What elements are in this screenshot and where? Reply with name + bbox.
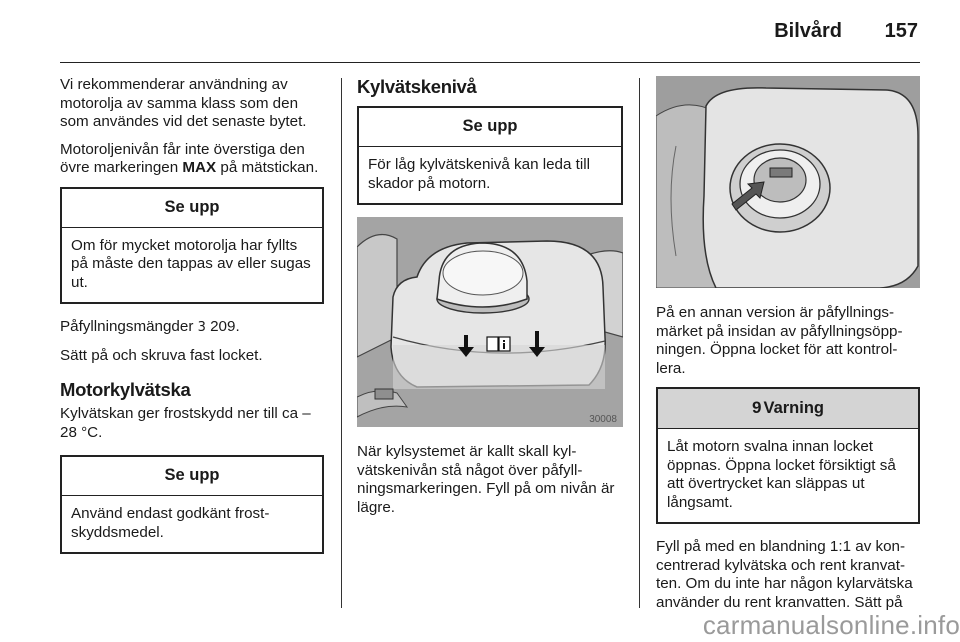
page-header	[60, 0, 920, 63]
text-run: Påfyllningsmängder	[60, 318, 198, 335]
paragraph-mixture: Fyll på med en blandning 1:1 av koncentrerad kylvätska och rent kranvatten. Om du inte har någon kylarvätska använder du rent kranvatten. Sätt på	[656, 538, 913, 611]
warning-title-text: Varning	[763, 399, 824, 417]
notice-title: Se upp	[62, 189, 322, 228]
text-run: på mätstickan.	[216, 159, 319, 176]
paragraph-oil-class: Vi rekommenderar användning av motorolja av samma klass som den som användes vid det senaste bytet.	[60, 76, 307, 130]
warning-box	[656, 387, 920, 524]
page-ref-arrow-icon: 3	[197, 320, 206, 335]
figure-code: 30008	[589, 414, 617, 425]
notice-text: För låg kylvätskenivå kan leda till skador på motorn.	[368, 156, 591, 192]
paragraph-frost: Kylvätskan ger frostskydd ner till ca –28 °C.	[60, 405, 311, 441]
max-mark-label: MAX	[182, 159, 217, 176]
notice-box-antifreeze	[60, 455, 324, 554]
column-left	[60, 76, 324, 568]
paragraph-fill-quantities	[60, 318, 324, 338]
heading-coolant-level: Kylvätskenivå	[357, 76, 477, 97]
notice-title: Se upp	[62, 457, 322, 496]
filler-neck-illustration	[656, 76, 920, 288]
column-middle	[357, 76, 623, 526]
page-reference-link[interactable]: 209.	[205, 318, 240, 335]
notice-box-oil	[60, 187, 324, 305]
warning-text: Låt motorn svalna innan locket öppnas. Öppna locket försiktigt så att övertrycket kan släppas ut långsamt.	[667, 438, 896, 511]
column-divider	[639, 78, 640, 608]
page-number: 157	[884, 20, 918, 42]
notice-box-level	[357, 106, 623, 205]
coolant-reservoir-drawing	[357, 217, 623, 427]
coolant-reservoir-illustration	[357, 217, 623, 427]
heading-coolant: Motorkylvätska	[60, 379, 191, 400]
paragraph-cold-level: När kylsystemet är kallt skall kylvätskenivån stå något över påfyllningsmarkeringen. Fyll på om nivån är lägre.	[357, 443, 615, 516]
warning-triangle-icon: 9	[752, 398, 762, 417]
column-divider	[341, 78, 342, 608]
notice-title: Se upp	[359, 108, 621, 147]
paragraph-oil-max	[60, 141, 324, 178]
text-run: Motoroljenivån får inte överstiga den övre markeringen	[60, 140, 305, 176]
notice-text: Om för mycket motorolja har fyllts på måste den tappas av eller sugas ut.	[71, 236, 311, 291]
section-title: Bilvård	[774, 20, 842, 42]
filler-neck-drawing	[656, 76, 920, 288]
paragraph-alt-version: På en annan version är påfyllningsmärket på insidan av påfyllningsöppningen. Öppna locket för att kontrollera.	[656, 304, 903, 377]
column-right	[656, 76, 920, 621]
manual-book-icon	[487, 337, 510, 351]
warning-title	[658, 389, 918, 429]
watermark: carmanualsonline.info	[702, 610, 960, 640]
notice-text: Använd endast godkänt frostskyddsmedel.	[71, 505, 270, 541]
paragraph-cap: Sätt på och skruva fast locket.	[60, 346, 263, 364]
